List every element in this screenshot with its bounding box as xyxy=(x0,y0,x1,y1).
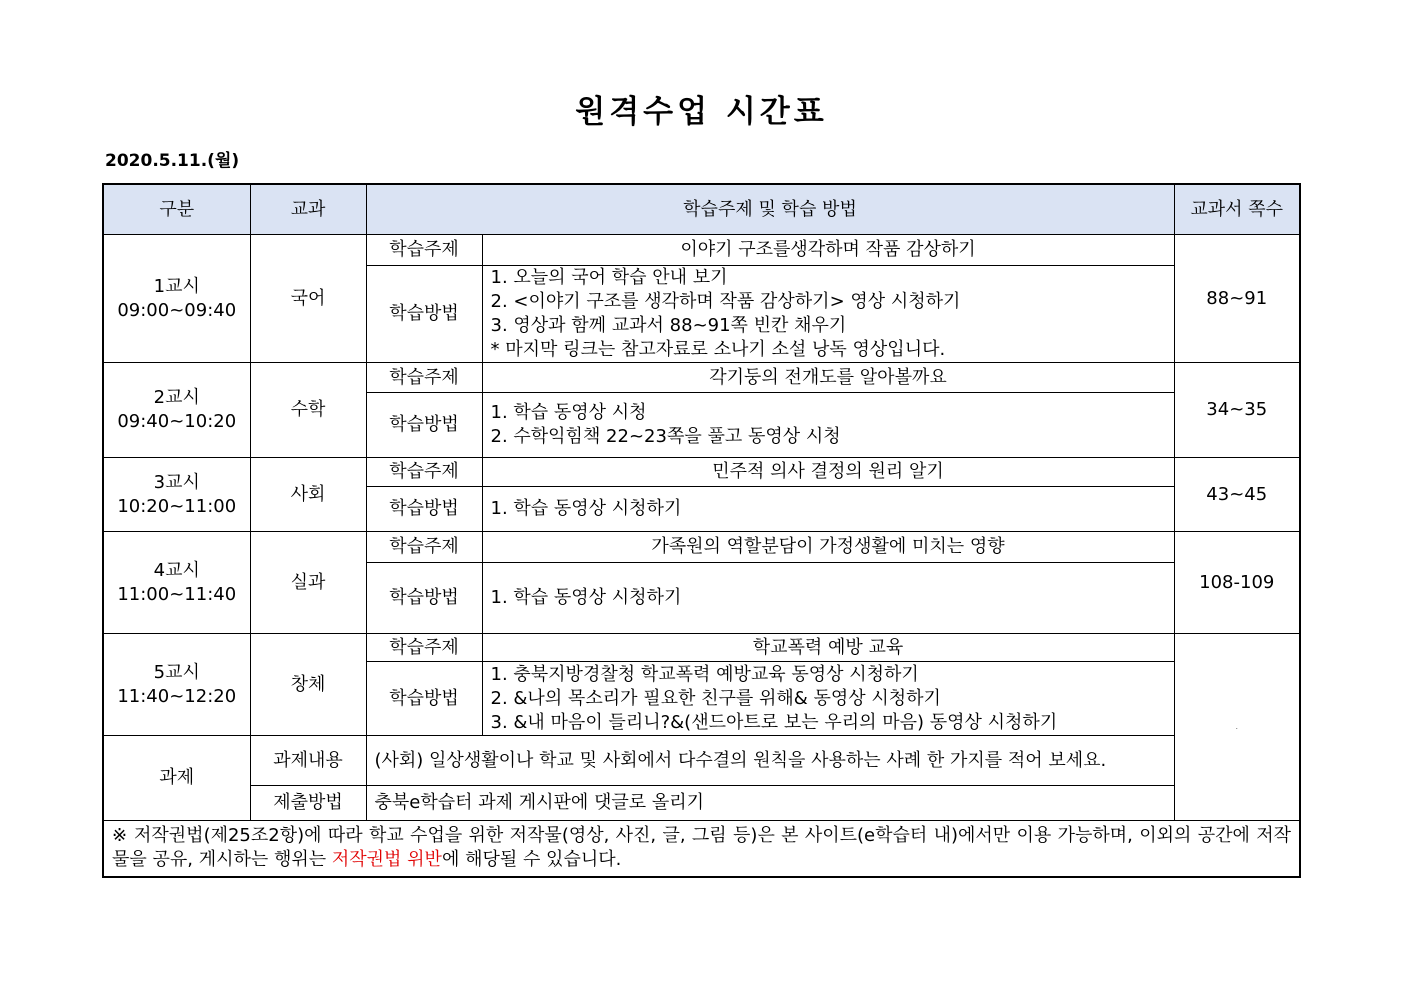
header-topic-method: 학습주제 및 학습 방법 xyxy=(366,184,1174,235)
subject-cell: 사회 xyxy=(250,458,366,532)
method-item: 2. &나의 목소리가 필요한 친구를 위해& 동영상 시청하기 xyxy=(490,687,941,709)
topic-label: 학습주제 xyxy=(366,532,482,563)
method-label: 학습방법 xyxy=(366,662,482,736)
method-list xyxy=(482,563,1174,634)
assignment-submit: 충북e학습터 과제 게시판에 댓글로 올리기 xyxy=(366,786,1174,821)
timetable xyxy=(102,183,1301,878)
notice-text: ※ 저작권법(제25조2항)에 따라 학교 수업을 위한 저작물(영상, 사진, 글, 그림 등)은 본 사이트(e학습터 내)에서만 이용 가능하며, 이외의 공간에 저작물을 공유, 게시하는 행위는 xyxy=(112,825,1291,871)
pages-cell: . xyxy=(1174,634,1300,821)
table-row xyxy=(103,634,1300,662)
topic-label: 학습주제 xyxy=(366,363,482,393)
topic-value: 각기둥의 전개도를 알아볼까요 xyxy=(482,363,1174,393)
pages-cell: 108-109 xyxy=(1174,532,1300,634)
subject-cell: 실과 xyxy=(250,532,366,634)
period-cell xyxy=(103,363,250,458)
period-label: 2교시 xyxy=(153,387,200,408)
method-item: 2. 수학익힘책 22~23쪽을 풀고 동영상 시청 xyxy=(490,426,841,447)
method-list xyxy=(482,393,1174,458)
period-time: 11:00~11:40 xyxy=(117,583,237,605)
period-label: 4교시 xyxy=(153,559,200,581)
method-item: 3. &내 마음이 들리니?&(샌드아트로 보는 우리의 마음) 동영상 시청하기 xyxy=(490,711,1058,733)
header-category: 구분 xyxy=(103,184,250,235)
table-row xyxy=(103,821,1300,877)
assignment-content: (사회) 일상생활이나 학교 및 사회에서 다수결의 원칙을 사용하는 사례 한 가지를 적어 보세요. xyxy=(366,736,1174,786)
copyright-notice xyxy=(103,821,1300,877)
header-subject: 교과 xyxy=(250,184,366,235)
method-item: 1. 학습 동영상 시청하기 xyxy=(490,587,682,608)
period-cell xyxy=(103,235,250,363)
table-row xyxy=(103,363,1300,393)
subject-cell: 국어 xyxy=(250,235,366,363)
topic-value: 이야기 구조를생각하며 작품 감상하기 xyxy=(482,235,1174,266)
topic-value: 민주적 의사 결정의 원리 알기 xyxy=(482,458,1174,487)
period-cell xyxy=(103,634,250,736)
method-label: 학습방법 xyxy=(366,487,482,532)
topic-label: 학습주제 xyxy=(366,235,482,266)
table-row xyxy=(103,532,1300,563)
method-item: 1. 충북지방경찰청 학교폭력 예방교육 동영상 시청하기 xyxy=(490,663,919,685)
topic-label: 학습주제 xyxy=(366,634,482,662)
period-label: 3교시 xyxy=(153,471,200,493)
period-label: 1교시 xyxy=(153,275,200,297)
method-item: 3. 영상과 함께 교과서 88~91쪽 빈칸 채우기 xyxy=(490,315,847,336)
method-item: 2. <이야기 구조를 생각하며 작품 감상하기> 영상 시청하기 xyxy=(490,291,961,312)
period-cell xyxy=(103,532,250,634)
period-time: 09:00~09:40 xyxy=(117,299,237,321)
table-row xyxy=(103,736,1300,786)
period-time: 09:40~10:20 xyxy=(117,411,237,432)
method-item: 1. 학습 동영상 시청 xyxy=(490,402,647,423)
table-row xyxy=(103,235,1300,266)
notice-highlight: 저작권법 위반 xyxy=(331,849,442,871)
pages-cell: 43~45 xyxy=(1174,458,1300,532)
assignment-submit-label: 제출방법 xyxy=(250,786,366,821)
header-textbook-pages: 교과서 쪽수 xyxy=(1174,184,1300,235)
method-list xyxy=(482,266,1174,363)
pages-cell: 88~91 xyxy=(1174,235,1300,363)
notice-text-end: 에 해당될 수 있습니다. xyxy=(441,849,622,871)
topic-value: 가족원의 역할분담이 가정생활에 미치는 영향 xyxy=(482,532,1174,563)
topic-value: 학교폭력 예방 교육 xyxy=(482,634,1174,662)
method-item: 1. 학습 동영상 시청하기 xyxy=(490,498,682,519)
assignment-label: 과제 xyxy=(103,736,250,821)
page-title: 원격수업 시간표 xyxy=(575,94,828,130)
method-list xyxy=(482,487,1174,532)
topic-label: 학습주제 xyxy=(366,458,482,487)
period-time: 11:40~12:20 xyxy=(117,685,237,707)
subject-cell: 창체 xyxy=(250,634,366,736)
date-label: 2020.5.11.(월) xyxy=(105,151,240,171)
method-label: 학습방법 xyxy=(366,266,482,363)
pages-cell: 34~35 xyxy=(1174,363,1300,458)
period-time: 10:20~11:00 xyxy=(117,495,237,517)
method-list xyxy=(482,662,1174,736)
subject-cell: 수학 xyxy=(250,363,366,458)
method-label: 학습방법 xyxy=(366,393,482,458)
table-row xyxy=(103,458,1300,487)
method-item: 1. 오늘의 국어 학습 안내 보기 xyxy=(490,267,728,288)
period-label: 5교시 xyxy=(153,661,200,683)
table-row xyxy=(103,786,1300,821)
period-cell xyxy=(103,458,250,532)
table-header-row xyxy=(103,184,1300,235)
assignment-content-label: 과제내용 xyxy=(250,736,366,786)
method-item: * 마지막 링크는 참고자료로 소나기 소설 낭독 영상입니다. xyxy=(490,339,946,360)
method-label: 학습방법 xyxy=(366,563,482,634)
